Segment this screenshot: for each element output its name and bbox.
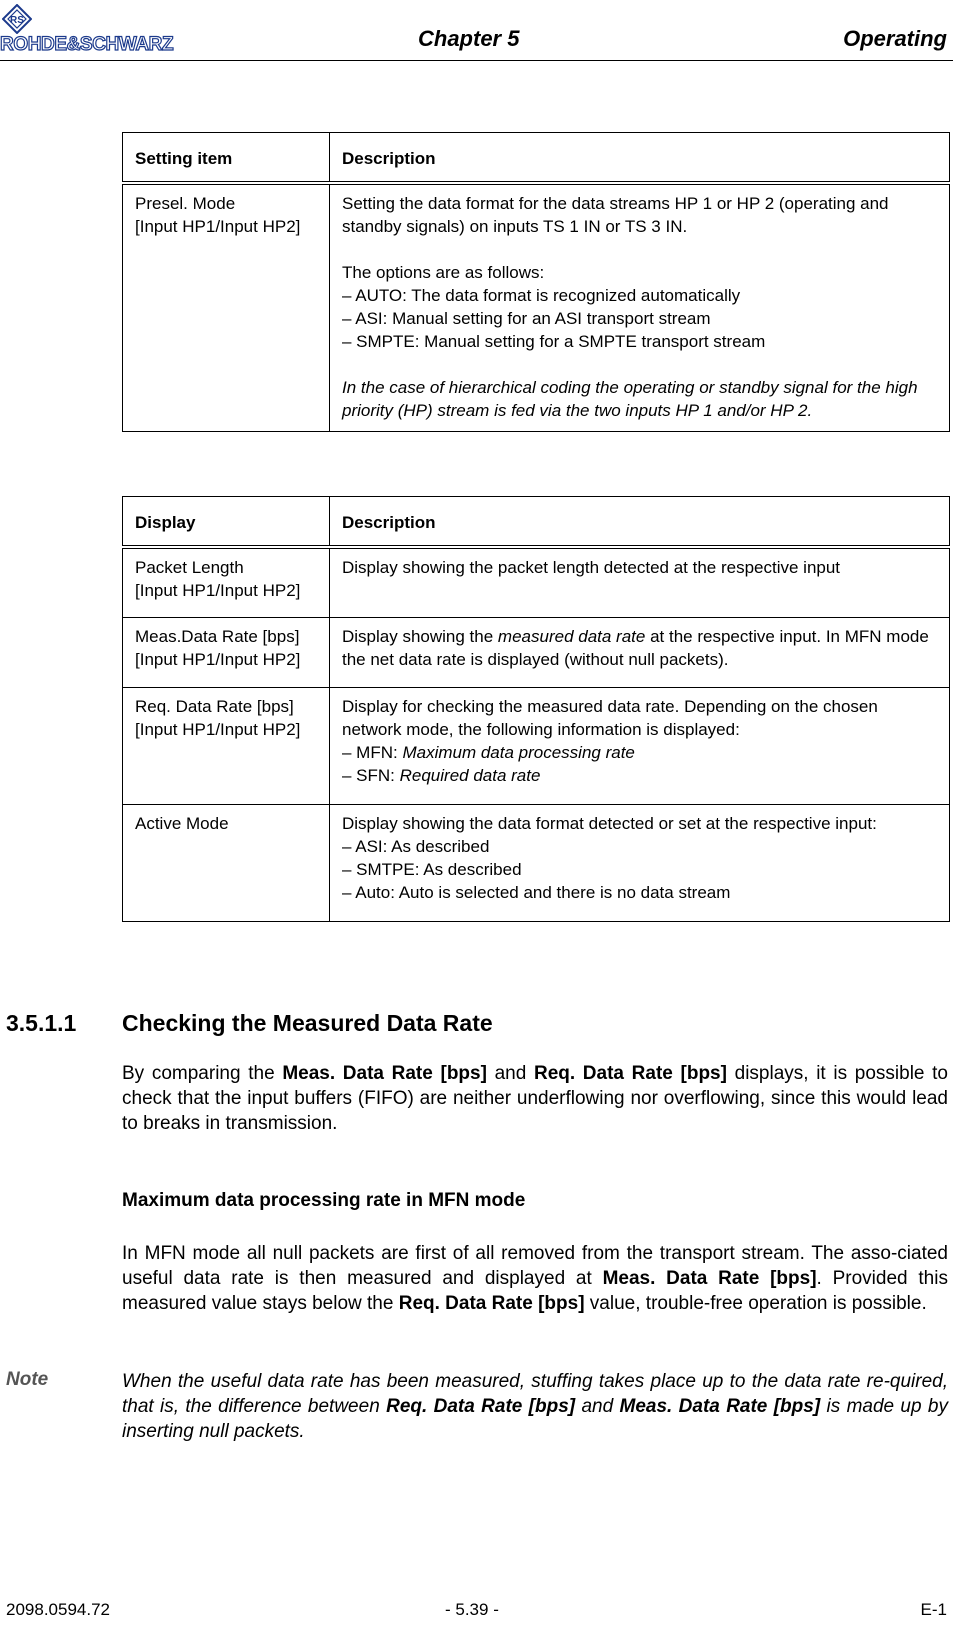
document-number: 2098.0594.72 (6, 1600, 110, 1619)
display-item-cell (123, 805, 330, 922)
option-item: – ASI: Manual setting for an ASI transport stream (342, 309, 711, 328)
meas-data-rate-term: Meas. Data Rate [bps] (619, 1396, 821, 1417)
display-item-scope: [Input HP1/Input HP2] (135, 720, 301, 739)
display-item-name: Meas.Data Rate [bps] (135, 627, 300, 646)
description-cell (330, 618, 950, 688)
paragraph-text: and (486, 1063, 534, 1084)
table-row (123, 805, 950, 922)
section-number: 3.5.1.1 (6, 1010, 77, 1036)
option-item: – Auto: Auto is selected and there is no data stream (342, 883, 731, 902)
table-row (123, 183, 950, 432)
setting-item-scope: [Input HP1/Input HP2] (135, 217, 301, 236)
rohde-schwarz-logo (0, 4, 230, 54)
display-item-name: Packet Length (135, 558, 244, 577)
setting-item-name: Presel. Mode (135, 194, 236, 213)
display-item-cell (123, 688, 330, 805)
option-value: Maximum data processing rate (402, 743, 635, 762)
option-label: – MFN: (342, 743, 403, 762)
hierarchical-coding-note: In the case of hierarchical coding the operating or standby signal for the high priority (HP) stream is fed via the two inputs HP 1 and/or HP 2. (342, 378, 918, 420)
option-item: – ASI: As described (342, 837, 490, 856)
column-header-setting-item: Setting item (123, 133, 330, 184)
note-text: and (575, 1396, 620, 1417)
setting-item-cell (123, 183, 330, 432)
display-item-name: Active Mode (135, 814, 229, 833)
paragraph-text: By comparing the (122, 1063, 283, 1084)
measured-data-rate-term: measured data rate (497, 627, 646, 646)
section-heading: Operating (843, 26, 947, 51)
option-item (342, 764, 939, 787)
table-header-row (123, 133, 950, 184)
paragraph-text: value, trouble-free operation is possible. (584, 1293, 927, 1314)
mfn-paragraph (122, 1241, 948, 1316)
description-cell (330, 688, 950, 805)
column-header-display: Display (123, 497, 330, 548)
req-data-rate-term: Req. Data Rate [bps] (533, 1063, 727, 1084)
req-data-rate-term: Req. Data Rate [bps] (386, 1396, 576, 1417)
note-text: When the useful data rate has been measured, stuffing takes place up to the data rate re-quired, that is, the difference between (122, 1371, 948, 1417)
paragraph-text: . Provided this measured value stays below the (122, 1268, 948, 1314)
note-paragraph (122, 1369, 948, 1444)
table-row (123, 618, 950, 688)
display-item-cell (123, 547, 330, 618)
paragraph-text: In MFN mode all null packets are first of all removed from the transport stream. The asso-ciated useful data rate is then measured and displayed at (122, 1243, 948, 1289)
option-value: Required data rate (399, 766, 541, 785)
description-text: Display for checking the measured data rate. Depending on the chosen network mode, the following information is displayed: (342, 697, 878, 739)
description-cell (330, 547, 950, 618)
note-label: Note (6, 1369, 49, 1390)
meas-data-rate-term: Meas. Data Rate [bps] (282, 1063, 487, 1084)
rs-diamond-icon (2, 4, 32, 34)
option-item: – SMTPE: As described (342, 860, 522, 879)
logo-wordmark: ROHDE&SCHWARZ (0, 34, 174, 55)
table-row (123, 547, 950, 618)
meas-data-rate-term: Meas. Data Rate [bps] (602, 1268, 817, 1289)
table-row (123, 688, 950, 805)
display-item-scope: [Input HP1/Input HP2] (135, 650, 301, 669)
note-text: is made up by inserting null packets. (122, 1396, 948, 1442)
header-divider (0, 60, 953, 61)
edition-label: E-1 (920, 1600, 947, 1619)
description-text: Display showing the (342, 627, 498, 646)
page-header (0, 0, 953, 62)
svg-text:RS: RS (10, 15, 24, 26)
column-header-description: Description (330, 133, 950, 184)
option-item: – SMPTE: Manual setting for a SMPTE transport stream (342, 332, 766, 351)
display-item-cell (123, 618, 330, 688)
req-data-rate-term: Req. Data Rate [bps] (398, 1293, 585, 1314)
display-item-scope: [Input HP1/Input HP2] (135, 581, 301, 600)
description-text: Display showing the data format detected or set at the respective input: (342, 814, 877, 833)
option-label: – SFN: (342, 766, 400, 785)
table-header-row (123, 497, 950, 548)
options-intro: The options are as follows: (342, 263, 545, 282)
description-text: Setting the data format for the data streams HP 1 or HP 2 (operating and standby signals) on inputs TS 1 IN or TS 3 IN. (342, 194, 889, 236)
chapter-title: Chapter 5 (418, 26, 520, 51)
intro-paragraph (122, 1061, 948, 1136)
page-number: - 5.39 - (445, 1600, 499, 1619)
settings-table (122, 132, 950, 432)
section-title: Checking the Measured Data Rate (122, 1010, 493, 1036)
option-item: – AUTO: The data format is recognized automatically (342, 286, 741, 305)
description-cell (330, 805, 950, 922)
display-table (122, 496, 950, 922)
description-text: Display showing the packet length detected at the respective input (342, 558, 841, 577)
display-item-name: Req. Data Rate [bps] (135, 697, 294, 716)
subheading: Maximum data processing rate in MFN mode (122, 1190, 526, 1211)
paragraph-text: displays, it is possible to check that the input buffers (FIFO) are neither underflowing nor overflowing, since this would lead to breaks in transmission. (122, 1063, 948, 1134)
column-header-description: Description (330, 497, 950, 548)
description-cell (330, 183, 950, 432)
description-text: at the respective input. In MFN mode the net data rate is displayed (without null packets). (342, 627, 929, 669)
option-item (342, 741, 939, 764)
